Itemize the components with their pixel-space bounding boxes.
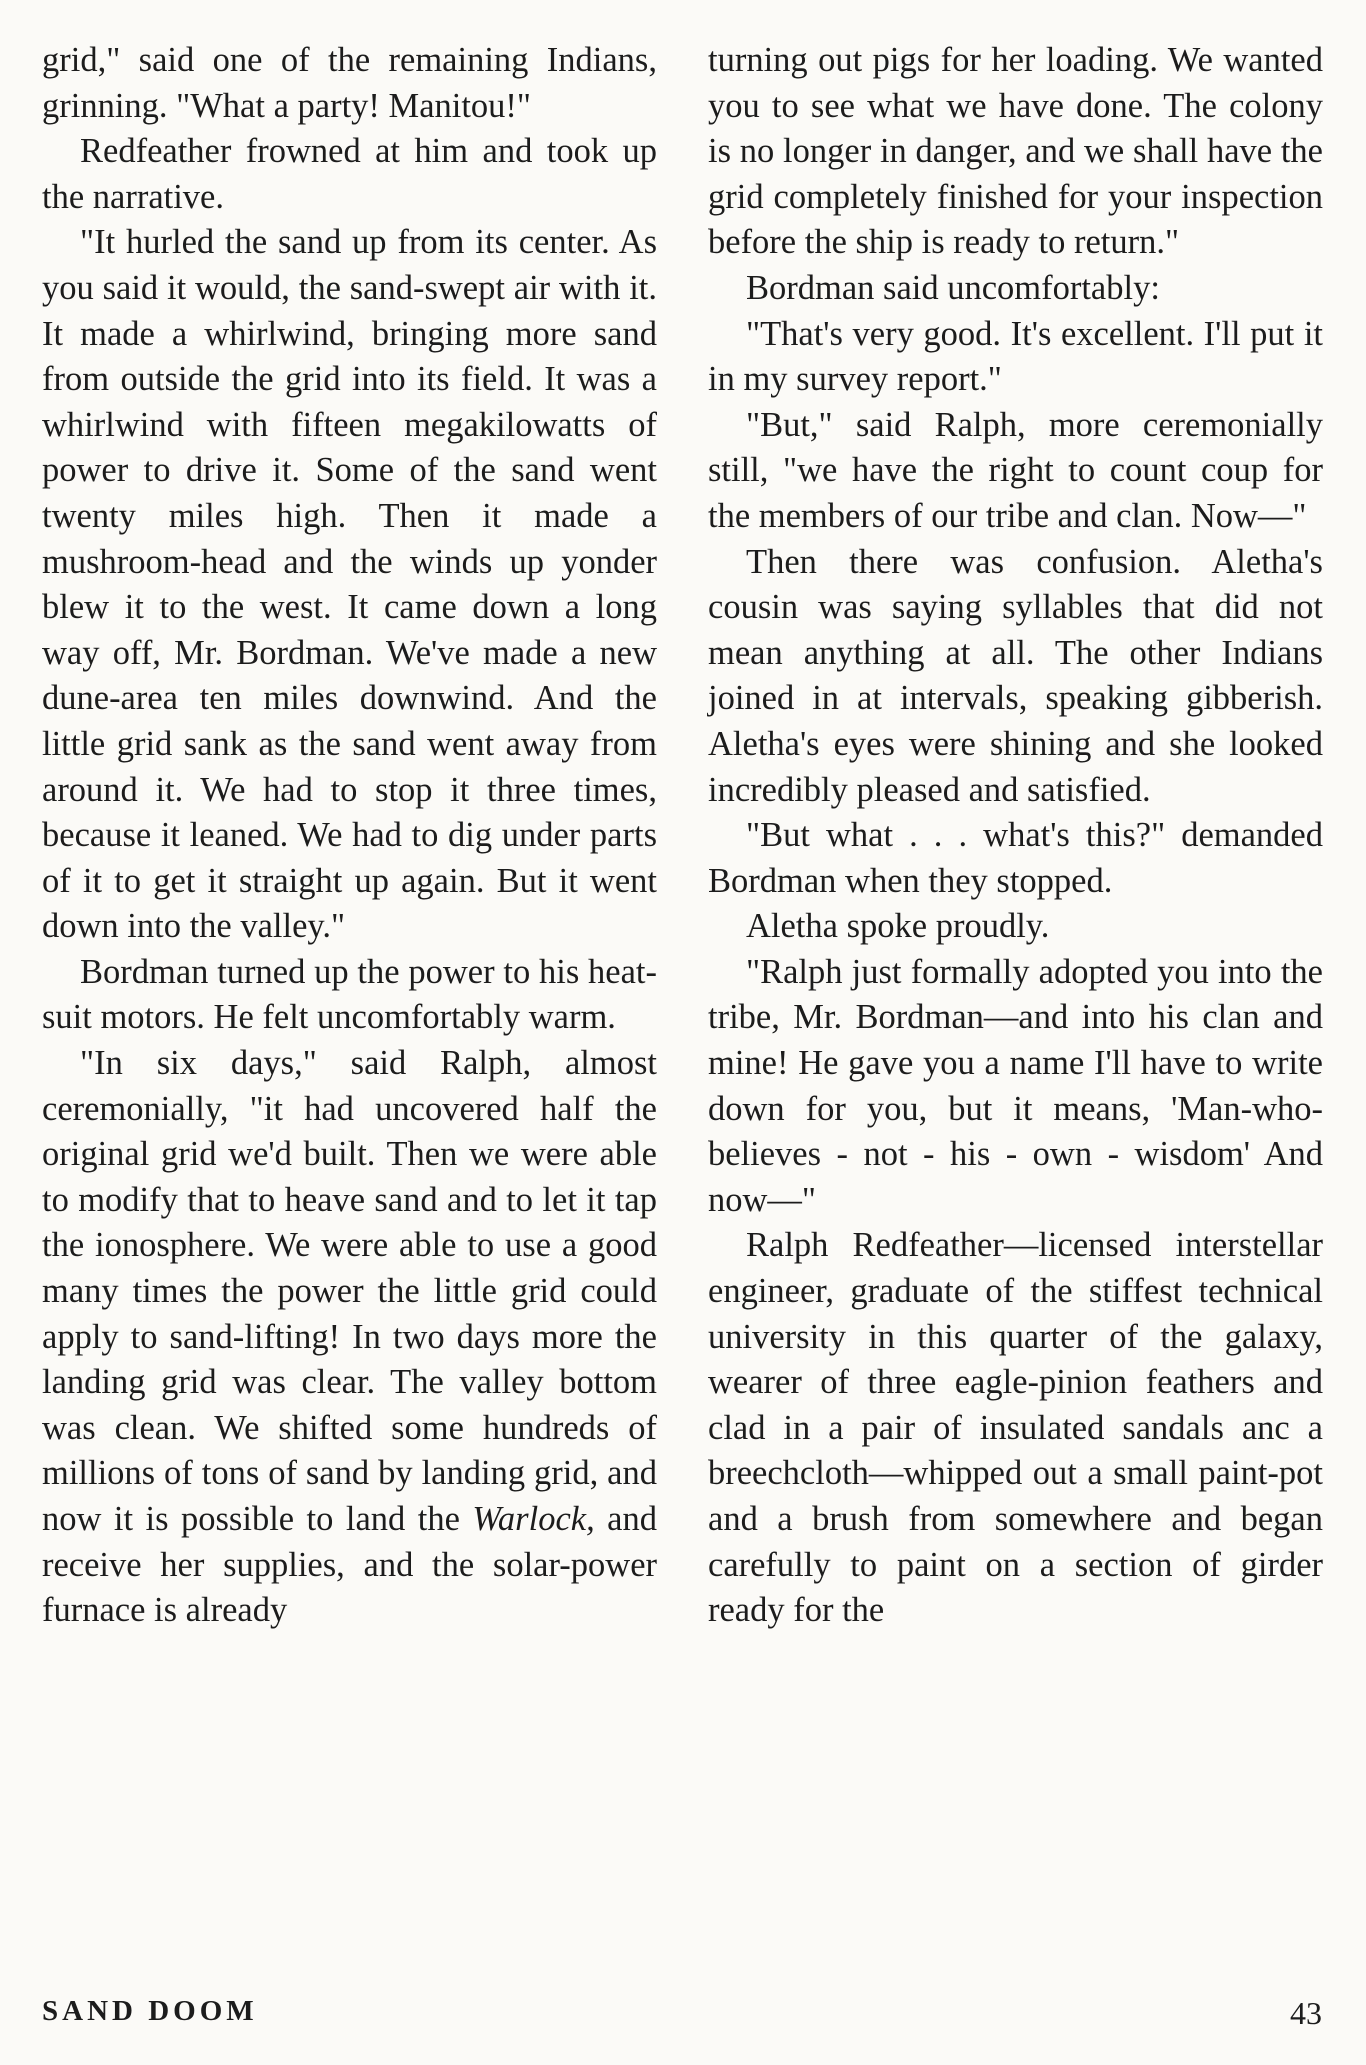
paragraph: Bordman said uncomfortably: bbox=[746, 268, 1160, 307]
ship-name: Warlock, bbox=[472, 1500, 595, 1538]
paragraph-text: "In six days," said Ralph, almost ceremonially, "it had uncovered half the original grid we'd built. Then we were able to modify that to heave sand and to let it tap the ionosphere. We were able to use a good many times the power the little grid could apply to sand-lifting! In two days more the landing grid was clear. The valley bottom was clean. We shifted some hundreds of millions of tons of sand by landing grid, and now it is possible to land the bbox=[42, 1044, 657, 1538]
paragraph: Bordman turned up the power to his heat-suit motors. He felt uncomfortably warm. bbox=[42, 952, 657, 1037]
paragraph: "But," said Ralph, more ceremonially still, "we have the right to count coup for the members of our tribe and clan. Now—" bbox=[708, 405, 1323, 535]
paragraph: Then there was confusion. Aletha's cousin was saying syllables that did not mean anything at all. The other Indians joined in at intervals, speaking gibberish. Aletha's eyes were shining and she looked incredibly pleased and satisfied. bbox=[708, 542, 1323, 809]
paragraph-text: and receive her supplies, and the solar-power furnace is already bbox=[42, 1500, 657, 1630]
running-title: SAND DOOM bbox=[42, 1995, 258, 2027]
paragraph: "But what . . . what's this?" demanded Bordman when they stopped. bbox=[708, 816, 1323, 900]
page-number: 43 bbox=[1290, 1995, 1322, 2031]
left-column bbox=[42, 38, 657, 1634]
right-column bbox=[708, 38, 1323, 1634]
paragraph: Aletha spoke proudly. bbox=[746, 907, 1050, 946]
paragraph: "Ralph just formally adopted you into the tribe, Mr. Bordman—and into his clan and mine! He gave you a name I'll have to write down for you, but it means, 'Man-who-believes - not - his - own - wisdom' And now—" bbox=[708, 952, 1323, 1219]
paragraph: Ralph Redfeather—licensed interstellar engineer, graduate of the stiffest technical university in this quarter of the galaxy, wearer of three eagle-pinion feathers and clad in a pair of insulated sandals anc a breechcloth—whipped out a small paint-pot and a brush from somewhere and began carefully to paint on a section of girder ready for the bbox=[708, 1226, 1323, 1630]
paragraph: Redfeather frowned at him and took up the narrative. bbox=[42, 132, 657, 216]
paragraph bbox=[42, 1041, 657, 1634]
paragraph: "That's very good. It's excellent. I'll put it in my survey report." bbox=[708, 314, 1323, 399]
paragraph: turning out pigs for her loading. We wanted you to see what we have done. The colony is no longer in danger, and we shall have the grid completely finished for your inspection before the ship is ready to return." bbox=[708, 41, 1323, 262]
page-footer bbox=[42, 1995, 1322, 2035]
paragraph: grid," said one of the remaining Indians, grinning. "What a party! Manitou!" bbox=[42, 41, 657, 125]
paragraph: "It hurled the sand up from its center. As you said it would, the sand-swept air with it. It made a whirlwind, bringing more sand from outside the grid into its field. It was a whirlwind with fifteen megakilowatts of power to drive it. Some of the sand went twenty miles high. Then it made a mushroom-head and the winds up yonder blew it to the west. It came down a long way off, Mr. Bordman. We've made a new dune-area ten miles downwind. And the little grid sank as the sand went away from around it. We had to stop it three times, because it leaned. We had to dig under parts of it to get it straight up again. But it went down into the valley." bbox=[42, 223, 657, 946]
